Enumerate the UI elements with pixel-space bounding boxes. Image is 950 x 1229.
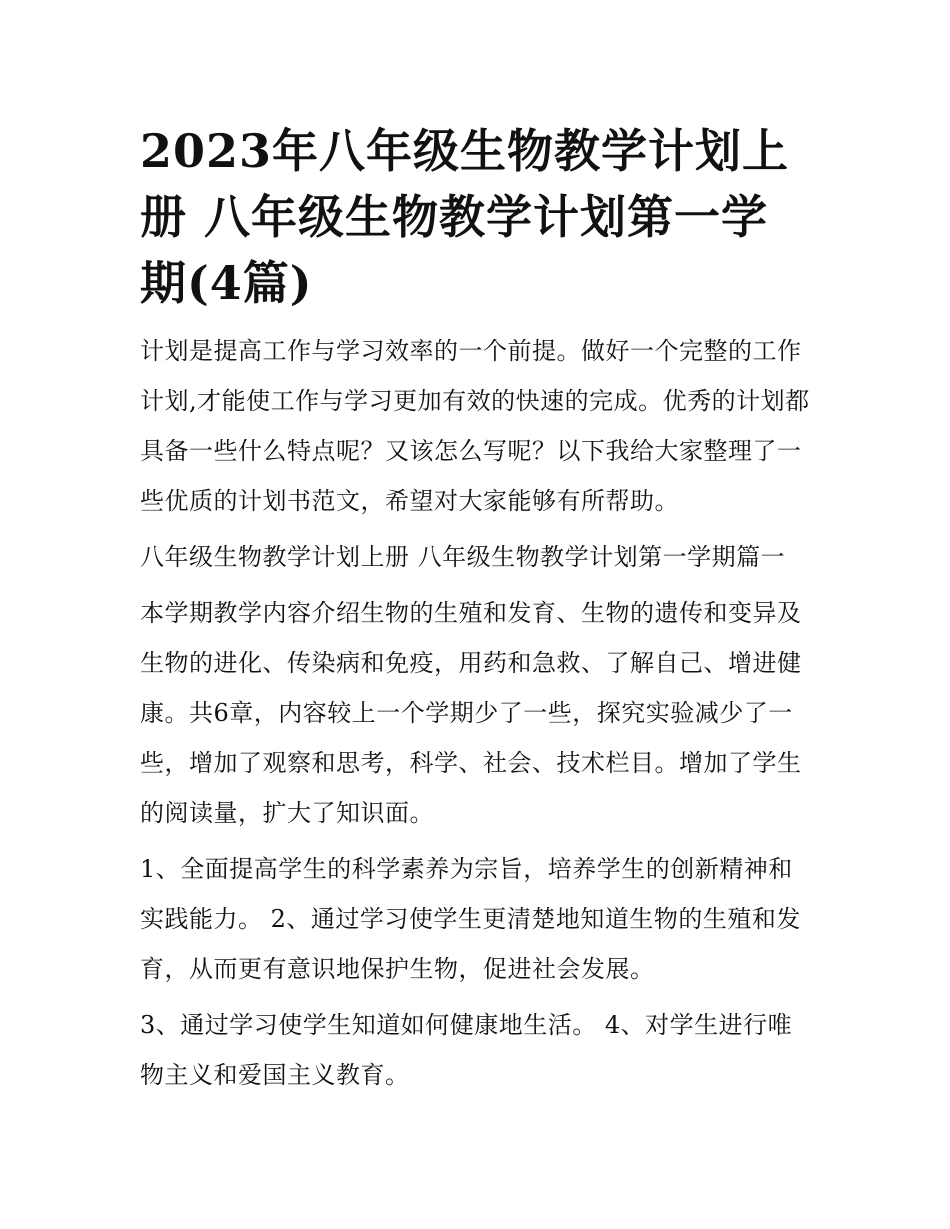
document-title: 2023年八年级生物教学计划上册 八年级生物教学计划第一学期(4篇) bbox=[140, 124, 790, 310]
intro-paragraph: 计划是提高工作与学习效率的一个前提。做好一个完整的工作计划,才能使工作与学习更加有效的快速的完成。优秀的计划都具备一些什么特点呢？又该怎么写呢？以下我给大家整理了一些优质的计划书范文，希望对大家能够有所帮助。 bbox=[140, 337, 810, 515]
section-heading: 八年级生物教学计划上册 八年级生物教学计划第一学期篇一 bbox=[140, 543, 786, 571]
document-page bbox=[140, 118, 812, 1106]
goals-paragraph-1: 1、全面提高学生的科学素养为宗旨，培养学生的创新精神和实践能力。 2、通过学习使学生更清楚地知道生物的生殖和发育，从而更有意识地保护生物，促进社会发展。 bbox=[140, 855, 801, 983]
goals-paragraph-2: 3、通过学习使学生知道如何健康地生活。 4、对学生进行唯物主义和爱国主义教育。 bbox=[140, 1011, 793, 1089]
content-paragraph: 本学期教学内容介绍生物的生殖和发育、生物的遗传和变异及生物的进化、传染病和免疫，用药和急救、了解自己、增进健康。共6章，内容较上一个学期少了一些，探究实验减少了一些，增加了观察和思考，科学、社会、技术栏目。增加了学生的阅读量，扩大了知识面。 bbox=[140, 599, 802, 827]
